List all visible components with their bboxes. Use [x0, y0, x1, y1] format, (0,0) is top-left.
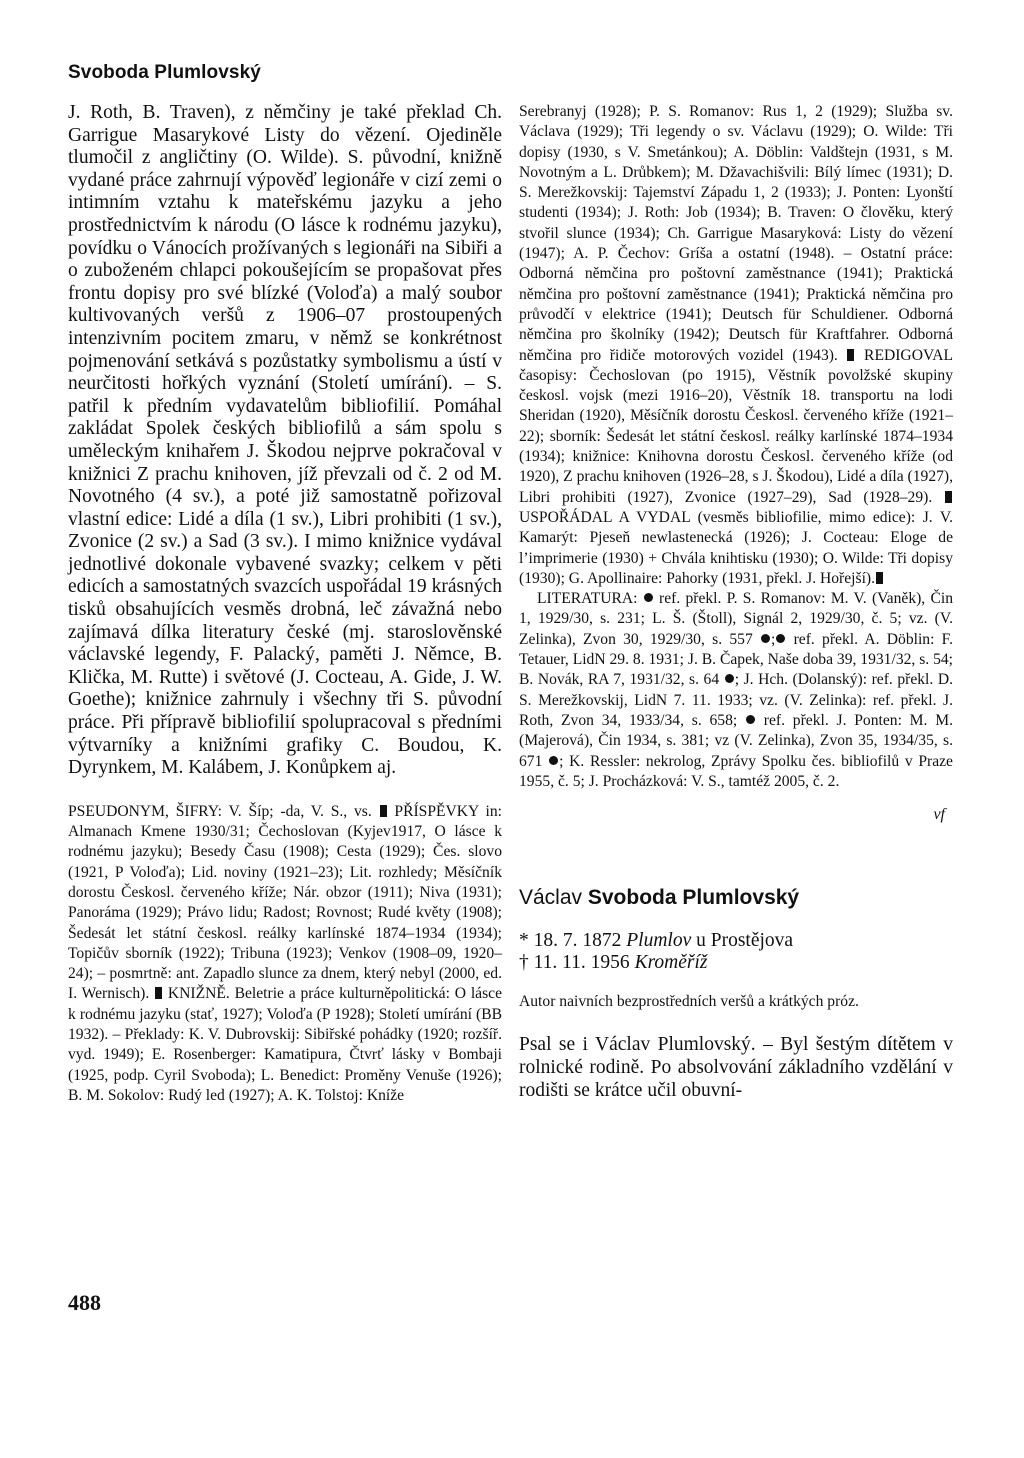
- bullet-dot-icon: [725, 674, 734, 683]
- literatura-section: LITERATURA: ref. překl. P. S. Romanov: M. V. (Vaněk), Čin 1, 1929/30, s. 231; L. Š. (Štoll), Signál 2, 1929/30, č. 5; vz. (V. Zelinka), Zvon 30, 1929/30, s. 557 ; ref. překl. A. Döblin: F. Tetauer, LidN 29. 8. 1931; J. B. Čapek, Naše doba 39, 1931/32, s. 54; B. Novák, RA 7, 1931/32, s. 64 ; J. Hch. (Dolanský): ref. překl. D. S. Merežkovskij, LidN 7. 11. 1933; vz. (V. Zelinka): ref. překl. J. Roth, Zvon 34, 1933/34, s. 658; ref. překl. J. Ponten: M. M. (Majerová), Čin 1934, s. 381; vz (V. Zelinka), Zvon 35, 1934/35, s. 671 ; K. Ressler: nekrolog, Zprávy Spolku čes. bibliofilů v Praze 1955, č. 5; J. Procházková: V. S., tamtéž 2005, č. 2.: [519, 590, 953, 790]
- bullet-dot-icon: [761, 634, 770, 643]
- page-number: 488: [68, 1290, 101, 1315]
- bibliography-part3: USPOŘÁDAL A VYDAL (vesměs bibliofilie, mimo edice): J. V. Kamarýt: Pjeseň newlastenecká (1926); J. Cocteau: Eloge de l’imprimerie (1930) + Chvála knihtisku (1930); O. Wilde: Tři dopisy (1930); G. Apollinaire: Pahorky (1931, překl. J. Hořejší).: [519, 508, 953, 587]
- left-bibliography: [68, 802, 502, 1106]
- bullet-dot-icon: [776, 634, 785, 643]
- bullet-dot-icon: [746, 715, 755, 724]
- literatura-text-3: ; J. Hch. (Dolanský): ref. překl. D. S. Merežkovskij, LidN 7. 11. 1933; vz. (V. Zelinka): ref. překl. J. Roth, Zvon 34, 1933/34, s. 658;: [519, 671, 953, 729]
- bibliography-end: KNIŽNĚ. Beletrie a práce kulturněpolitická: O lásce k rodnému jazyku (stať, 1927); Voloďa (P 1928); Století umírání (BB 1932). – Překlady: K. V. Dubrovskij: Sibiřské pohádky (1920; rozšíř. vyd. 1949); E. Rosenberger: Kamatipura, Čtvrť lásky v Bombaji (1925, podp. Cyril Svoboda); L. Benedict: Proměny Venuše (1926); B. M. Sokolov: Rudý led (1927); A. K. Tolstoj: Kníže: [68, 985, 502, 1104]
- literatura-text-4: ref. překl. J. Ponten: M. M. (Majerová), Čin 1934, s. 381; vz (V. Zelinka), Zvon 35, 1934/35, s. 671: [519, 711, 953, 770]
- section-square-icon: [876, 572, 883, 584]
- bibliography-start: PSEUDONYM, ŠIFRY: V. Šíp; -da, V. S., vs.: [68, 802, 379, 820]
- bibliography-rest: PŘÍSPĚVKY in: Almanach Kmene 1930/31; Čechoslovan (Kyjev1917, O lásce k rodnému jazyku); Besedy Času (1908); Cesta (1929); Čes. slovo (1921, P Voloďa); Lid. noviny (1921–23); Lit. rozhledy; Měsíčník dorostu Českosl. červeného kříže; Nár. obzor (1911); Niva (1931); Panoráma (1929); Právo lidu; Radost; Rovnost; Rudé květy (1908); Šedesát let státní českosl. reálky karlínské 1874–1934 (1934); Topičův sborník (1922); Tribuna (1923); Venkov (1908–09, 1920–24); – posmrtně: ant. Zapadlo slunce za dnem, který nebyl (2000, ed. I. Wernisch).: [68, 802, 503, 1003]
- section-square-icon: [945, 491, 952, 503]
- right-column: [519, 102, 953, 1102]
- left-main-text: J. Roth, B. Traven), z němčiny je také překlad Ch. Garrigue Masarykové Listy do vězení. Ojediněle tlumočil z angličtiny (O. Wilde). S. původní, knižně vydané práce zahrnují výpověď legionáře v cizí zemi o intimním vztahu k mateřskému jazyku a jeho prostřednictvím k národu (O lásce k rodnému jazyku), povídku o Vánocích prožívaných s legionáři na Sibiři a o zuboženém chlapci pokoušejícím se propašovat přes frontu dopisy pro své blízké (Voloďa) a malý soubor kultivovaných veršů z 1906–07 prostoupených intenzivním pocitem zmaru, v němž se konkrétnost pojmenování setkává s pozůstatky symbolismu a ústí v neurčitosti hořkých vyznání (Století umírání). – S. patřil k předním vydavatelům bibliofilií. Pomáhal zakládat Spolek českých bibliofilů a sám spolu s uměleckým knihařem J. Škodou nejprve pokračoval v knižnici Z prachu knihoven, jíž převzali od č. 2 od M. Novotného (4 sv.), a poté již samostatně pořizoval vlastní edice: Lidé a díla (1 sv.), Libri prohibiti (1 sv.), Zvonice (2 sv.) a Sad (3 sv.). I mimo knižnice vydával jednotlivé dokonale vybavené svazky; celkem v pěti edicích a samostatných svazcích uspořádal 19 krásných tisků obsahujících vesměs drobná, leč závažná nebo zajímavá dílka literatury české (mj. staroslověnské václavské legendy, F. Palacký, paměti J. Němce, B. Klička, M. Rutte) i světové (J. Cocteau, A. Gide, J. W. Goethe); knižnice zahrnuly i všechny tři S. původní práce. Při přípravě bibliofilií spolupracoval s předními výtvarníky a knižními grafiky C. Boudou, K. Dyrynkem, M. Kalábem, J. Konůpkem aj.: [68, 102, 502, 779]
- literatura-text-2: ref. překl. A. Döblin: F. Tetauer, LidN 29. 8. 1931; J. B. Čapek, Naše doba 39, 1931/32, s. 54; B. Novák, RA 7, 1931/32, s. 64: [519, 630, 953, 689]
- death-date: † 11. 11. 1956: [519, 952, 635, 974]
- bibliography-part2: REDIGOVAL časopisy: Čechoslovan (po 1915), Věstník povolžské skupiny českosl. vojsk (mezi 1916–20), Věstník 18. transportu na lodi Sheridan (1920), Měsíčník dorostu Českosl. červeného kříže (1921–22); sborník: Šedesát let státní českosl. reálky karlínské 1874–1934 (1934); knižnice: Knihovna dorostu Českosl. červeného kříže (od 1920), Z prachu knihoven (1926–28, s J. Škodou), Lidé a díla (1927), Libri prohibiti (1927), Zvonice (1927–29), Sad (1928–29).: [519, 346, 953, 506]
- bibliography-part1: Serebranyj (1928); P. S. Romanov: Rus 1, 2 (1929); Služba sv. Václava (1929); Tři legendy o sv. Václavu (1929); O. Wilde: Tři dopisy (1930, s V. Smetánkou); A. Döblin: Valdštejn (1931, s M. Novotným a L. Drůbkem); M. Džavachišvili: Bílý límec (1931); D. S. Merežkovskij: Tajemství Západu 1, 2 (1933); J. Ponten: Lyonští studenti (1934); J. Roth: Job (1934); B. Traven: O člověku, který stvořil slunce (1934); Ch. Garrigue Masaryková: Listy do vězení (1947); A. P. Čechov: Gríša a ostatní (1948). – Ostatní práce: Odborná němčina pro poštovní zaměstnance (1941); Praktická němčina pro poštovní zaměstnance (1941); Praktická němčina pro průvodčí v elektrice (1941); Deutsch für Schuldiener. Odborná němčina pro školníky (1942); Deutsch für Kraftfahrer. Odborná němčina pro řidiče motorových vozidel (1943).: [519, 103, 953, 364]
- entry-first-name: Václav: [519, 886, 588, 910]
- birth-place-suffix: u Prostějova: [691, 930, 794, 952]
- running-head: Svoboda Plumlovský: [68, 62, 261, 83]
- left-column: [68, 102, 502, 1106]
- section-square-icon: [380, 805, 387, 817]
- literatura-label: LITERATURA:: [537, 590, 643, 608]
- death-line: [519, 952, 953, 974]
- entry-dates: [519, 930, 953, 974]
- birth-line: [519, 930, 953, 952]
- literatura-text-5: ; K. Ressler: nekrolog, Zprávy Spolku čes. bibliofilů v Praze 1955, č. 5; J. Procházková: V. S., tamtéž 2005, č. 2.: [519, 752, 953, 790]
- author-signature: vf: [933, 806, 945, 824]
- literatura-text-1: ref. překl. P. S. Romanov: M. V. (Vaněk), Čin 1, 1929/30, s. 231; L. Š. (Štoll), Signál 2, 1929/30, č. 5; vz. (V. Zelinka), Zvon 30, 1929/30, s. 557: [519, 590, 953, 648]
- entry-main-text: Psal se i Václav Plumlovský. – Byl šestým dítětem v rolnické rodině. Po absolvování základního vzdělání v rodišti se krátce učil obuvní-: [519, 1034, 953, 1101]
- entry-heading: [519, 886, 953, 910]
- bullet-dot-icon: [549, 756, 558, 765]
- section-square-icon: [155, 987, 162, 999]
- bullet-dot-icon: [644, 593, 653, 602]
- entry-summary: Autor naivních bezprostředních veršů a krátkých próz.: [519, 993, 859, 1011]
- entry-surname: Svoboda Plumlovský: [587, 886, 800, 910]
- birth-place: Plumlov: [626, 930, 692, 952]
- birth-date: * 18. 7. 1872: [519, 930, 627, 952]
- death-place: Kroměříž: [634, 952, 708, 974]
- section-square-icon: [847, 349, 854, 361]
- right-bibliography: [519, 102, 953, 589]
